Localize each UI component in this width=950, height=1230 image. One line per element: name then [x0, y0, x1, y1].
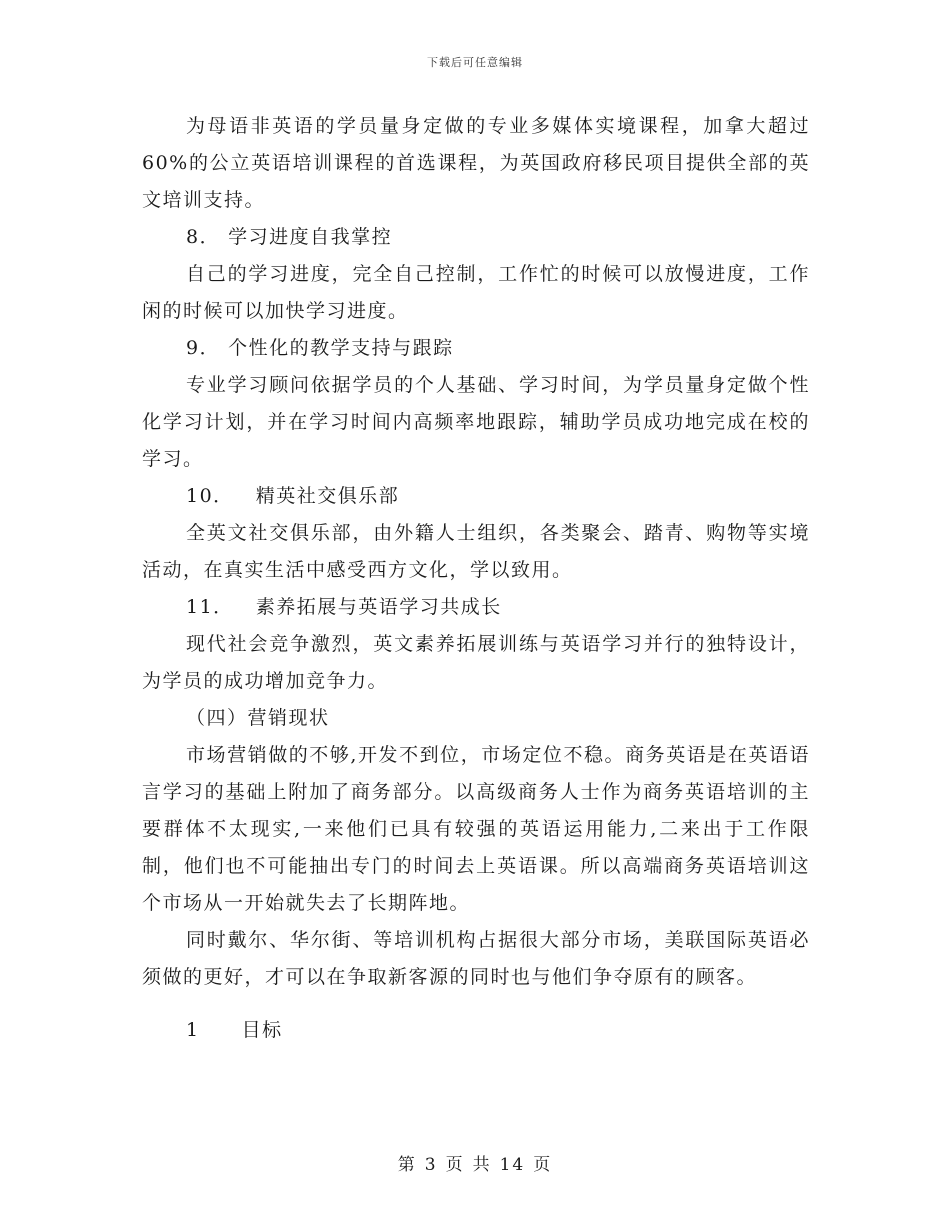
paragraph-marketing-status: 市场营销做的不够,开发不到位，市场定位不稳。商务英语是在英语语言学习的基础上附加了商务部分。以高级商务人士作为商务英语培训的主要群体不太现实,一来他们已具有较强的英语运用能力,二来出于工作限制，他们也不可能抽出专门的时间去上英语课。所以高端商务英语培训这个市场从一开始就失去了长期阵地。 [142, 744, 810, 914]
footer-suffix: 页 [533, 1155, 553, 1175]
document-body [142, 108, 810, 1049]
page-header-note: 下载后可任意编辑 [427, 56, 523, 69]
heading-item-10 [142, 478, 810, 515]
footer-page-label: 页 [445, 1155, 465, 1175]
paragraph-competitiveness: 现代社会竞争激烈，英文素养拓展训练与英语学习并行的独特设计，为学员的成功增加竞争力。 [142, 633, 810, 692]
heading-text: 精英社交俱乐部 [255, 485, 400, 507]
footer-prefix: 第 [397, 1155, 417, 1175]
paragraph-social-club: 全英文社交俱乐部，由外籍人士组织，各类聚会、踏青、购物等实境活动，在真实生活中感受西方文化，学以致用。 [142, 522, 810, 581]
total-page-count: 14 [499, 1155, 526, 1175]
paragraph-course-intro: 为母语非英语的学员量身定做的专业多媒体实境课程，加拿大超过60%的公立英语培训课程的首选课程，为英国政府移民项目提供全部的英文培训支持。 [142, 115, 810, 211]
paragraph-self-paced: 自己的学习进度，完全自己控制，工作忙的时候可以放慢进度，工作闲的时候可以加快学习进度。 [142, 263, 810, 322]
footer-total-label: 共 [472, 1155, 492, 1175]
current-page-number: 3 [424, 1155, 438, 1175]
heading-item-11 [142, 589, 810, 626]
heading-number: 9． [186, 337, 221, 359]
heading-text: 个性化的教学支持与跟踪 [228, 337, 454, 359]
heading-number: 8． [186, 226, 221, 248]
paragraph-competitors: 同时戴尔、华尔街、等培训机构占据很大部分市场，美联国际英语必须做的更好，才可以在争取新客源的同时也与他们争夺原有的顾客。 [142, 929, 810, 988]
heading-item-9 [142, 330, 810, 367]
paragraph-personalized-support: 专业学习顾问依据学员的个人基础、学习时间，为学员量身定做个性化学习计划，并在学习时间内高频率地跟踪，辅助学员成功地完成在校的学习。 [142, 374, 810, 470]
heading-text: 素养拓展与英语学习共成长 [255, 596, 502, 618]
heading-number: 10． [186, 485, 234, 507]
page-footer [0, 1150, 950, 1175]
heading-number: 1 [186, 1019, 200, 1041]
heading-goal [142, 1012, 810, 1049]
heading-item-8 [142, 219, 810, 256]
heading-number: 11． [186, 596, 234, 618]
heading-text: 目标 [241, 1019, 283, 1041]
heading-text: 学习进度自我掌控 [228, 226, 393, 248]
section-heading-marketing-status: （四）营销现状 [186, 707, 330, 729]
